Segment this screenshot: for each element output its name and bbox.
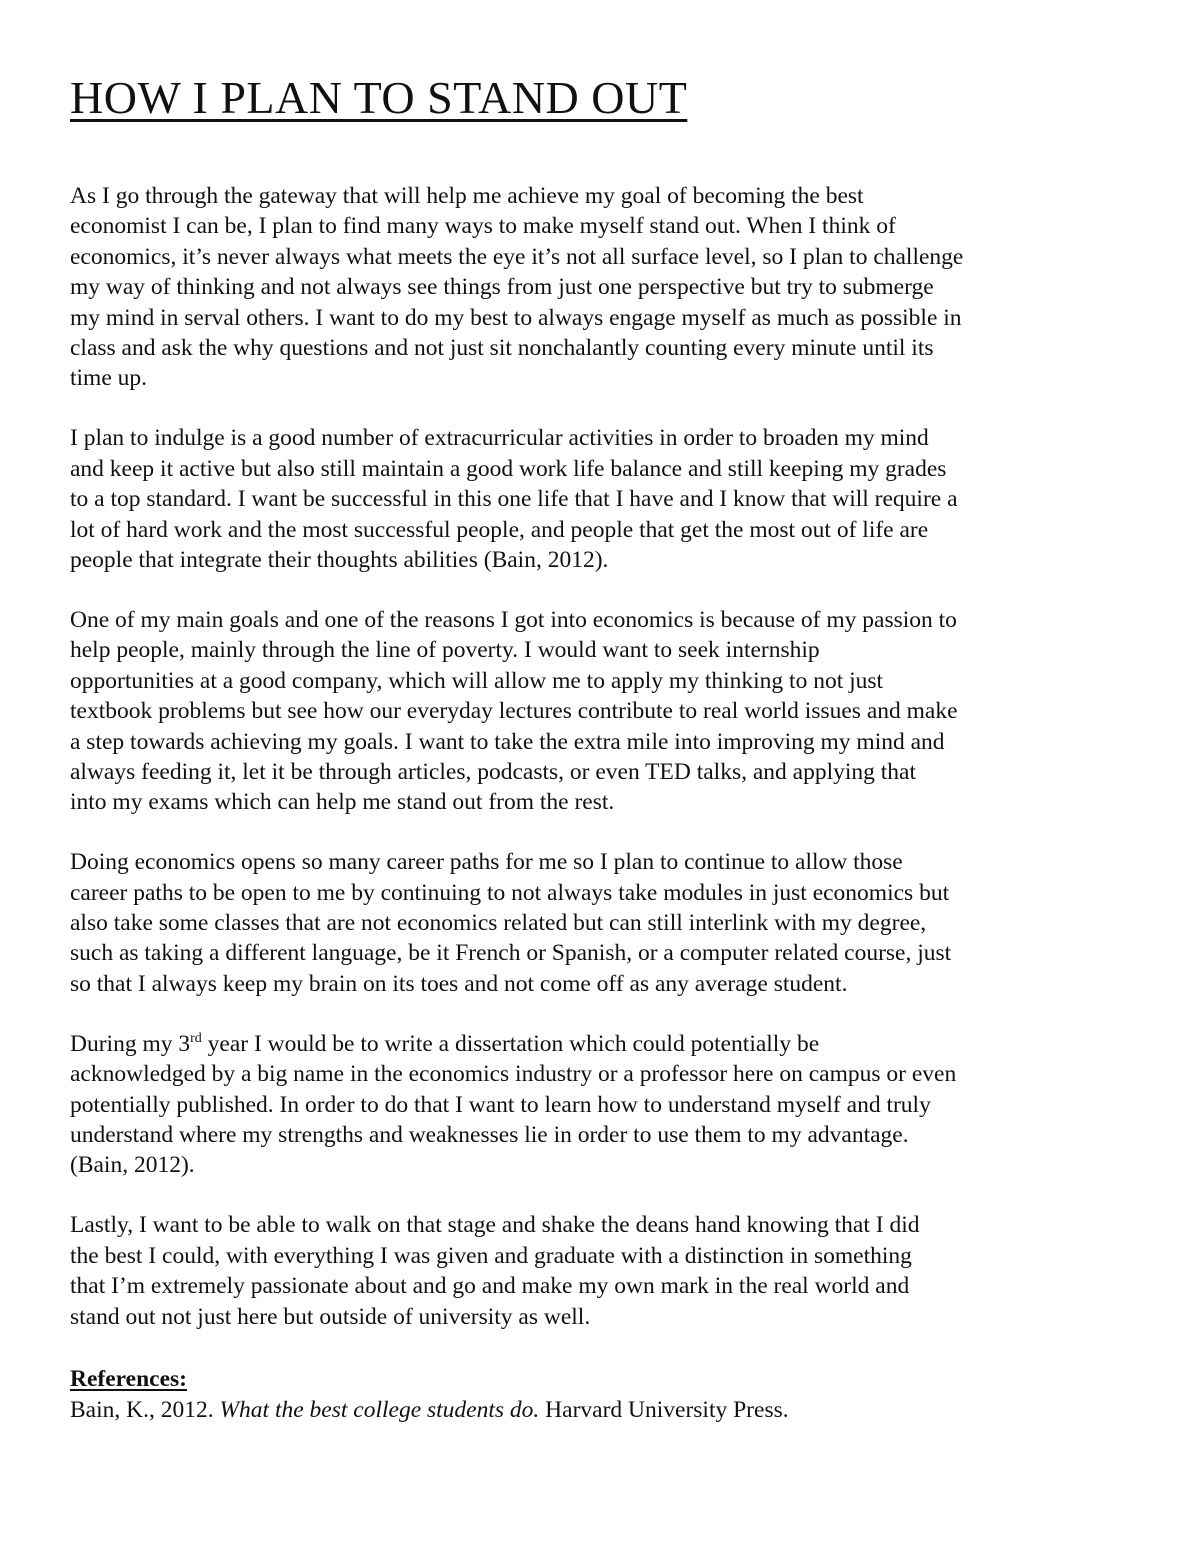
reference-author-year: Bain, K., 2012. [70,1397,214,1423]
text-fragment: During my 3 [70,1030,191,1057]
text-line: I plan to indulge is a good number of extracurricular activities in order to broaden my mind [70,425,929,452]
paragraph-3 [70,605,1140,818]
text-line: opportunities at a good company, which will allow me to apply my thinking to not just [70,667,884,694]
text-line: and keep it active but also still maintain a good work life balance and still keeping my grades [70,455,947,482]
ordinal-superscript: rd [190,1030,202,1046]
paragraph-2 [70,423,1140,575]
text-line: lot of hard work and the most successful people, and people that get the most out of life are [70,516,929,543]
text-line: my way of thinking and not always see things from just one perspective but try to submerge [70,274,934,301]
paragraph-4 [70,847,1140,999]
text-line: my mind in serval others. I want to do my best to always engage myself as much as possible in [70,304,962,331]
text-line: to a top standard. I want be successful in this one life that I have and I know that will require a [70,486,958,513]
reference-work-title: What the best college students do. [219,1397,540,1423]
text-line: help people, mainly through the line of poverty. I would want to seek internship [70,637,820,664]
paragraph-1 [70,181,1140,394]
page-title: HOW I PLAN TO STAND OUT [70,72,688,123]
references-heading: References: [70,1366,187,1392]
text-line: also take some classes that are not economics related but can still interlink with my degree, [70,910,927,937]
text-line: Lastly, I want to be able to walk on that stage and shake the deans hand knowing that I did [70,1212,920,1239]
text-line: that I’m extremely passionate about and go and make my own mark in the real world and [70,1273,910,1300]
text-line: Doing economics opens so many career paths for me so I plan to continue to allow those [70,849,903,876]
reference-entry [70,1394,1140,1426]
references-section [70,1364,1140,1426]
text-line: class and ask the why questions and not just sit nonchalantly counting every minute until its [70,335,934,362]
text-line: potentially published. In order to do that I want to learn how to understand myself and truly [70,1091,931,1118]
text-line: career paths to be open to me by continuing to not always take modules in just economics but [70,879,950,906]
text-line: people that integrate their thoughts abilities (Bain, 2012). [70,546,609,573]
text-line: so that I always keep my brain on its toes and not come off as any average student. [70,970,848,997]
text-line: the best I could, with everything I was given and graduate with a distinction in something [70,1242,912,1269]
text-line: One of my main goals and one of the reasons I got into economics is because of my passion to [70,606,957,633]
reference-publisher: Harvard University Press. [545,1397,789,1423]
paragraph-6 [70,1210,1140,1332]
essay-body [70,181,1140,1361]
text-line: economist I can be, I plan to find many ways to make myself stand out. When I think of [70,213,896,240]
text-line: (Bain, 2012). [70,1152,195,1179]
text-line [70,1029,1140,1059]
text-fragment: year I would be to write a dissertation which could potentially be [201,1030,820,1057]
text-line: understand where my strengths and weaknesses lie in order to use them to my advantage. [70,1121,909,1148]
text-line: into my exams which can help me stand out from the rest. [70,789,615,816]
text-line: always feeding it, let it be through articles, podcasts, or even TED talks, and applying that [70,758,916,785]
text-line: time up. [70,365,148,392]
text-line: stand out not just here but outside of university as well. [70,1303,591,1330]
text-line: As I go through the gateway that will help me achieve my goal of becoming the best [70,183,864,209]
text-line: a step towards achieving my goals. I want to take the extra mile into improving my mind and [70,728,945,755]
paragraph-5 [70,1029,1140,1181]
text-line: textbook problems but see how our everyday lectures contribute to real world issues and make [70,698,958,725]
text-line: economics, it’s never always what meets the eye it’s not all surface level, so I plan to challenge [70,243,964,270]
text-line: such as taking a different language, be it French or Spanish, or a computer related course, just [70,940,952,967]
text-line: acknowledged by a big name in the economics industry or a professor here on campus or even [70,1061,957,1088]
